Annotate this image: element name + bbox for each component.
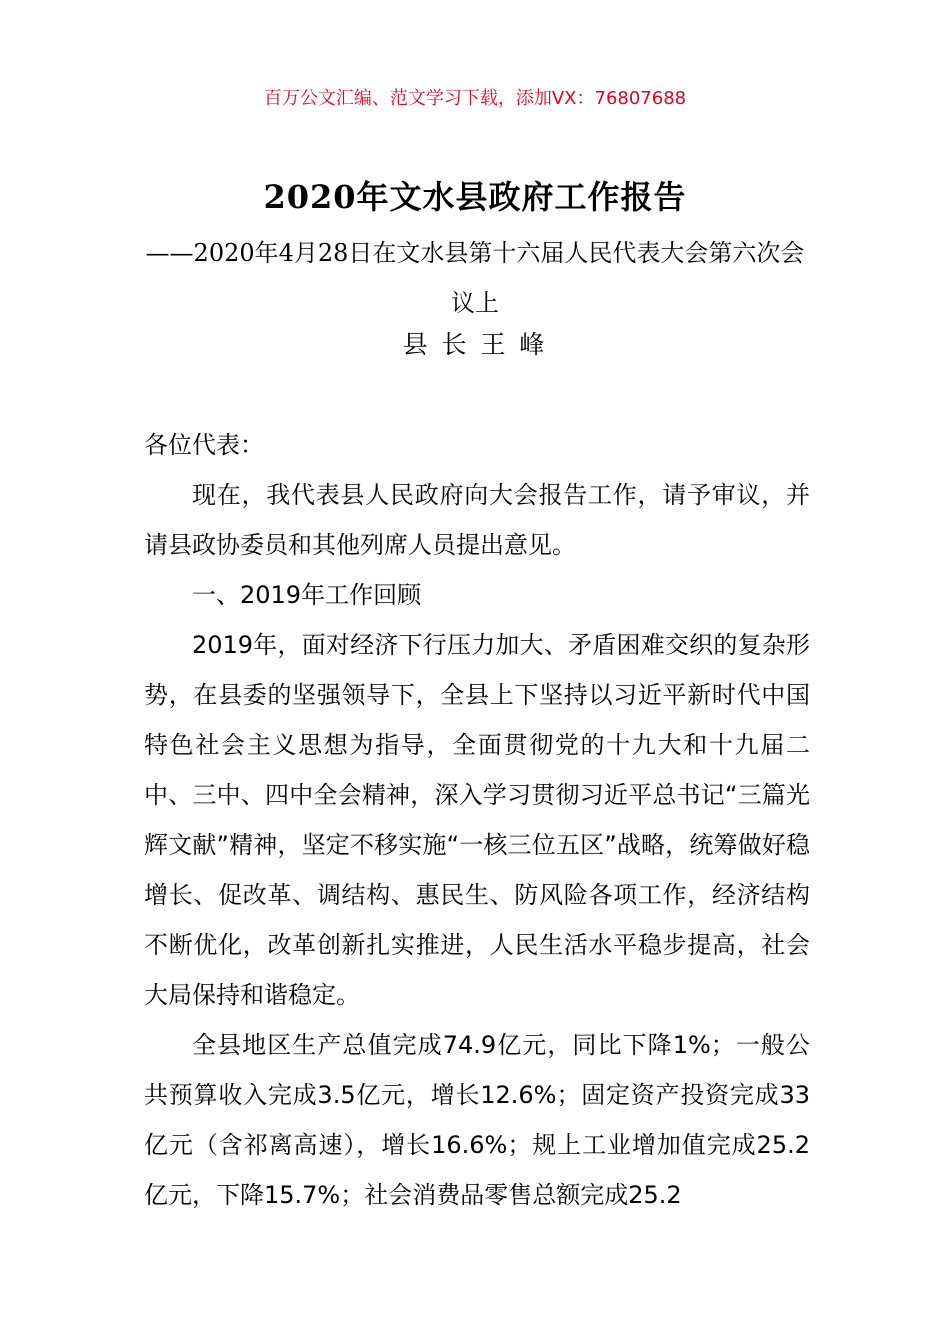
document-title: 2020年文水县政府工作报告 [263,178,687,216]
paragraph-intro: 现在，我代表县人民政府向大会报告工作，请予审议，并请县政协委员和其他列席人员提出意见。 [144,481,810,559]
author-line: 县 长 王 峰 [402,330,548,359]
paragraph-review: 2019年，面对经济下行压力加大、矛盾困难交织的复杂形势，在县委的坚强领导下，全县上下坚持以习近平新时代中国特色社会主义思想为指导，全面贯彻党的十九大和十九届二中、三中、四中全会精神，深入学习贯彻习近平总书记“三篇光辉文献”精神，坚定不移实施“一核三位五区”战略，统筹做好稳增长、促改革、调结构、惠民生、防风险各项工作，经济结构不断优化，改革创新扎实推进，人民生活水平稳步提高，社会大局保持和谐稳定。 [144,631,810,1009]
salutation: 各位代表： [144,431,264,459]
section-heading: 一、2019年工作回顾 [192,581,422,609]
watermark-banner: 百万公文汇编、范文学习下载，添加VX：76807688 [263,88,687,109]
paragraph-statistics: 全县地区生产总值完成74.9亿元，同比下降1%；一般公共预算收入完成3.5亿元，增长12.6%；固定资产投资完成33亿元（含祁离高速），增长16.6%；规上工业增加值完成25.2亿元，下降15.7%；社会消费品零售总额完成25.2 [144,1031,810,1209]
document-body [144,420,810,1220]
document-subtitle: ——2020年4月28日在文水县第十六届人民代表大会第六次会议上 [145,239,805,317]
